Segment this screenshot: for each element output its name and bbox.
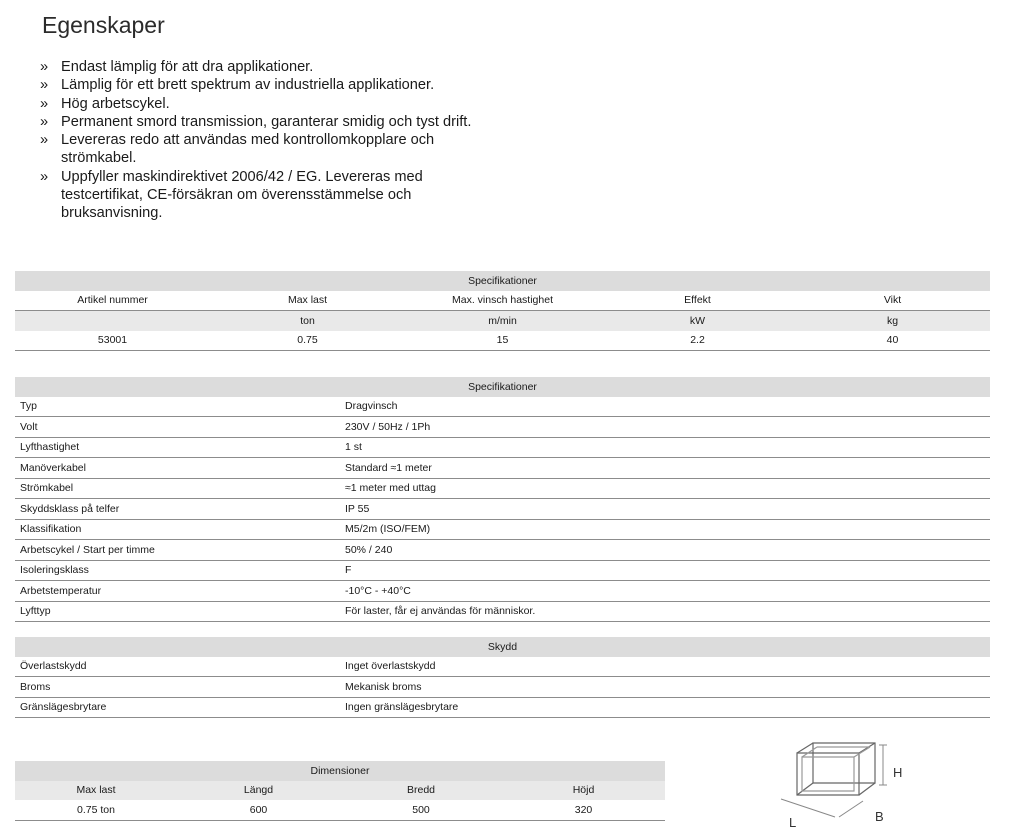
row-label: Isoleringsklass [15,560,345,581]
bullet-marker: » [40,59,49,75]
feature-item [40,58,480,76]
table-cell: 0.75 ton [15,800,177,820]
unit-row [15,311,990,331]
spec-summary-table [15,271,990,351]
table-row [15,800,665,820]
row-value: Dragvinsch [345,397,990,417]
table-cell: 15 [405,331,600,351]
width-label: B [875,809,884,824]
row-value: För laster, får ej användas för människor. [345,601,990,622]
row-value: 50% / 240 [345,540,990,561]
table-heading-row [15,761,665,781]
column-header: Artikel nummer [15,291,210,311]
table-heading: Specifikationer [15,377,990,397]
row-value: 230V / 50Hz / 1Ph [345,417,990,438]
column-header: Max last [15,781,177,801]
table-row [15,437,990,458]
bullet-marker: » [40,132,49,149]
table-heading: Dimensioner [15,761,665,781]
bullet-marker: » [40,168,49,185]
row-value: ≈1 meter med uttag [345,478,990,499]
column-header-row [15,781,665,801]
table-row [15,499,990,520]
feature-text: Hög arbetscykel. [61,95,170,112]
row-label: Klassifikation [15,519,345,540]
row-value: Inget överlastskydd [345,657,990,677]
table-cell: 500 [340,800,502,820]
table-heading-row [15,377,990,397]
feature-list [40,58,480,223]
height-label: H [893,765,903,780]
table-cell: 2.2 [600,331,795,351]
feature-text: Levereras redo att användas med kontrollomkopplare och strömkabel. [61,132,435,167]
row-label: Lyfttyp [15,601,345,622]
bullet-marker: » [40,77,49,94]
length-label: L [789,815,797,830]
bullet-marker: » [40,95,49,112]
column-header: Vikt [795,291,990,311]
feature-text: Lämplig för ett brett spektrum av industriella applikationer. [61,77,435,94]
dimension-box-diagram [775,735,915,835]
column-header: Max. vinsch hastighet [405,291,600,311]
table-row [15,417,990,438]
table-row [15,657,990,677]
table-row [15,331,990,351]
feature-text: Uppfyller maskindirektivet 2006/42 / EG. Levereras med testcertifikat, CE-försäkran om överensstämmelse och bruksanvisning. [61,168,423,222]
table-heading-row [15,271,990,291]
row-label: Volt [15,417,345,438]
row-label: Typ [15,397,345,417]
protection-table [15,637,990,718]
feature-text: Endast lämplig för att dra applikationer. [61,59,314,75]
row-label: Överlastskydd [15,657,345,677]
row-value: M5/2m (ISO/FEM) [345,519,990,540]
unit-cell: kg [795,311,990,331]
row-value: IP 55 [345,499,990,520]
table-row [15,601,990,622]
table-row [15,697,990,718]
table-row [15,458,990,479]
dimensions-table [15,761,665,821]
feature-item [40,131,480,168]
table-cell: 40 [795,331,990,351]
row-label: Broms [15,677,345,698]
table-row [15,540,990,561]
unit-cell [15,311,210,331]
table-row [15,677,990,698]
row-label: Lyfthastighet [15,437,345,458]
column-header: Effekt [600,291,795,311]
column-header: Bredd [340,781,502,801]
unit-cell: m/min [405,311,600,331]
unit-cell: ton [210,311,405,331]
table-heading: Specifikationer [15,271,990,291]
table-row [15,519,990,540]
table-cell: 53001 [15,331,210,351]
feature-item [40,95,480,113]
feature-item [40,113,480,131]
table-row [15,397,990,417]
row-label: Gränslägesbrytare [15,697,345,718]
row-value: 1 st [345,437,990,458]
column-header: Max last [210,291,405,311]
bullet-marker: » [40,113,49,130]
row-value: Mekanisk broms [345,677,990,698]
row-value: F [345,560,990,581]
table-cell: 0.75 [210,331,405,351]
row-label: Strömkabel [15,478,345,499]
table-heading-row [15,637,990,657]
row-label: Manöverkabel [15,458,345,479]
feature-item [40,168,480,223]
page-title: Egenskaper [42,12,165,38]
row-value: Ingen gränslägesbrytare [345,697,990,718]
column-header: Höjd [502,781,665,801]
table-row [15,560,990,581]
table-row [15,581,990,602]
feature-text: Permanent smord transmission, garanterar smidig och tyst drift. [61,113,472,130]
column-header: Längd [177,781,340,801]
unit-cell: kW [600,311,795,331]
feature-item [40,76,480,94]
row-label: Arbetstemperatur [15,581,345,602]
spec-details-table [15,377,990,622]
row-label: Skyddsklass på telfer [15,499,345,520]
table-row [15,478,990,499]
row-value: -10°C - +40°C [345,581,990,602]
row-label: Arbetscykel / Start per timme [15,540,345,561]
column-header-row [15,291,990,311]
table-heading: Skydd [15,637,990,657]
row-value: Standard ≈1 meter [345,458,990,479]
table-cell: 600 [177,800,340,820]
table-cell: 320 [502,800,665,820]
